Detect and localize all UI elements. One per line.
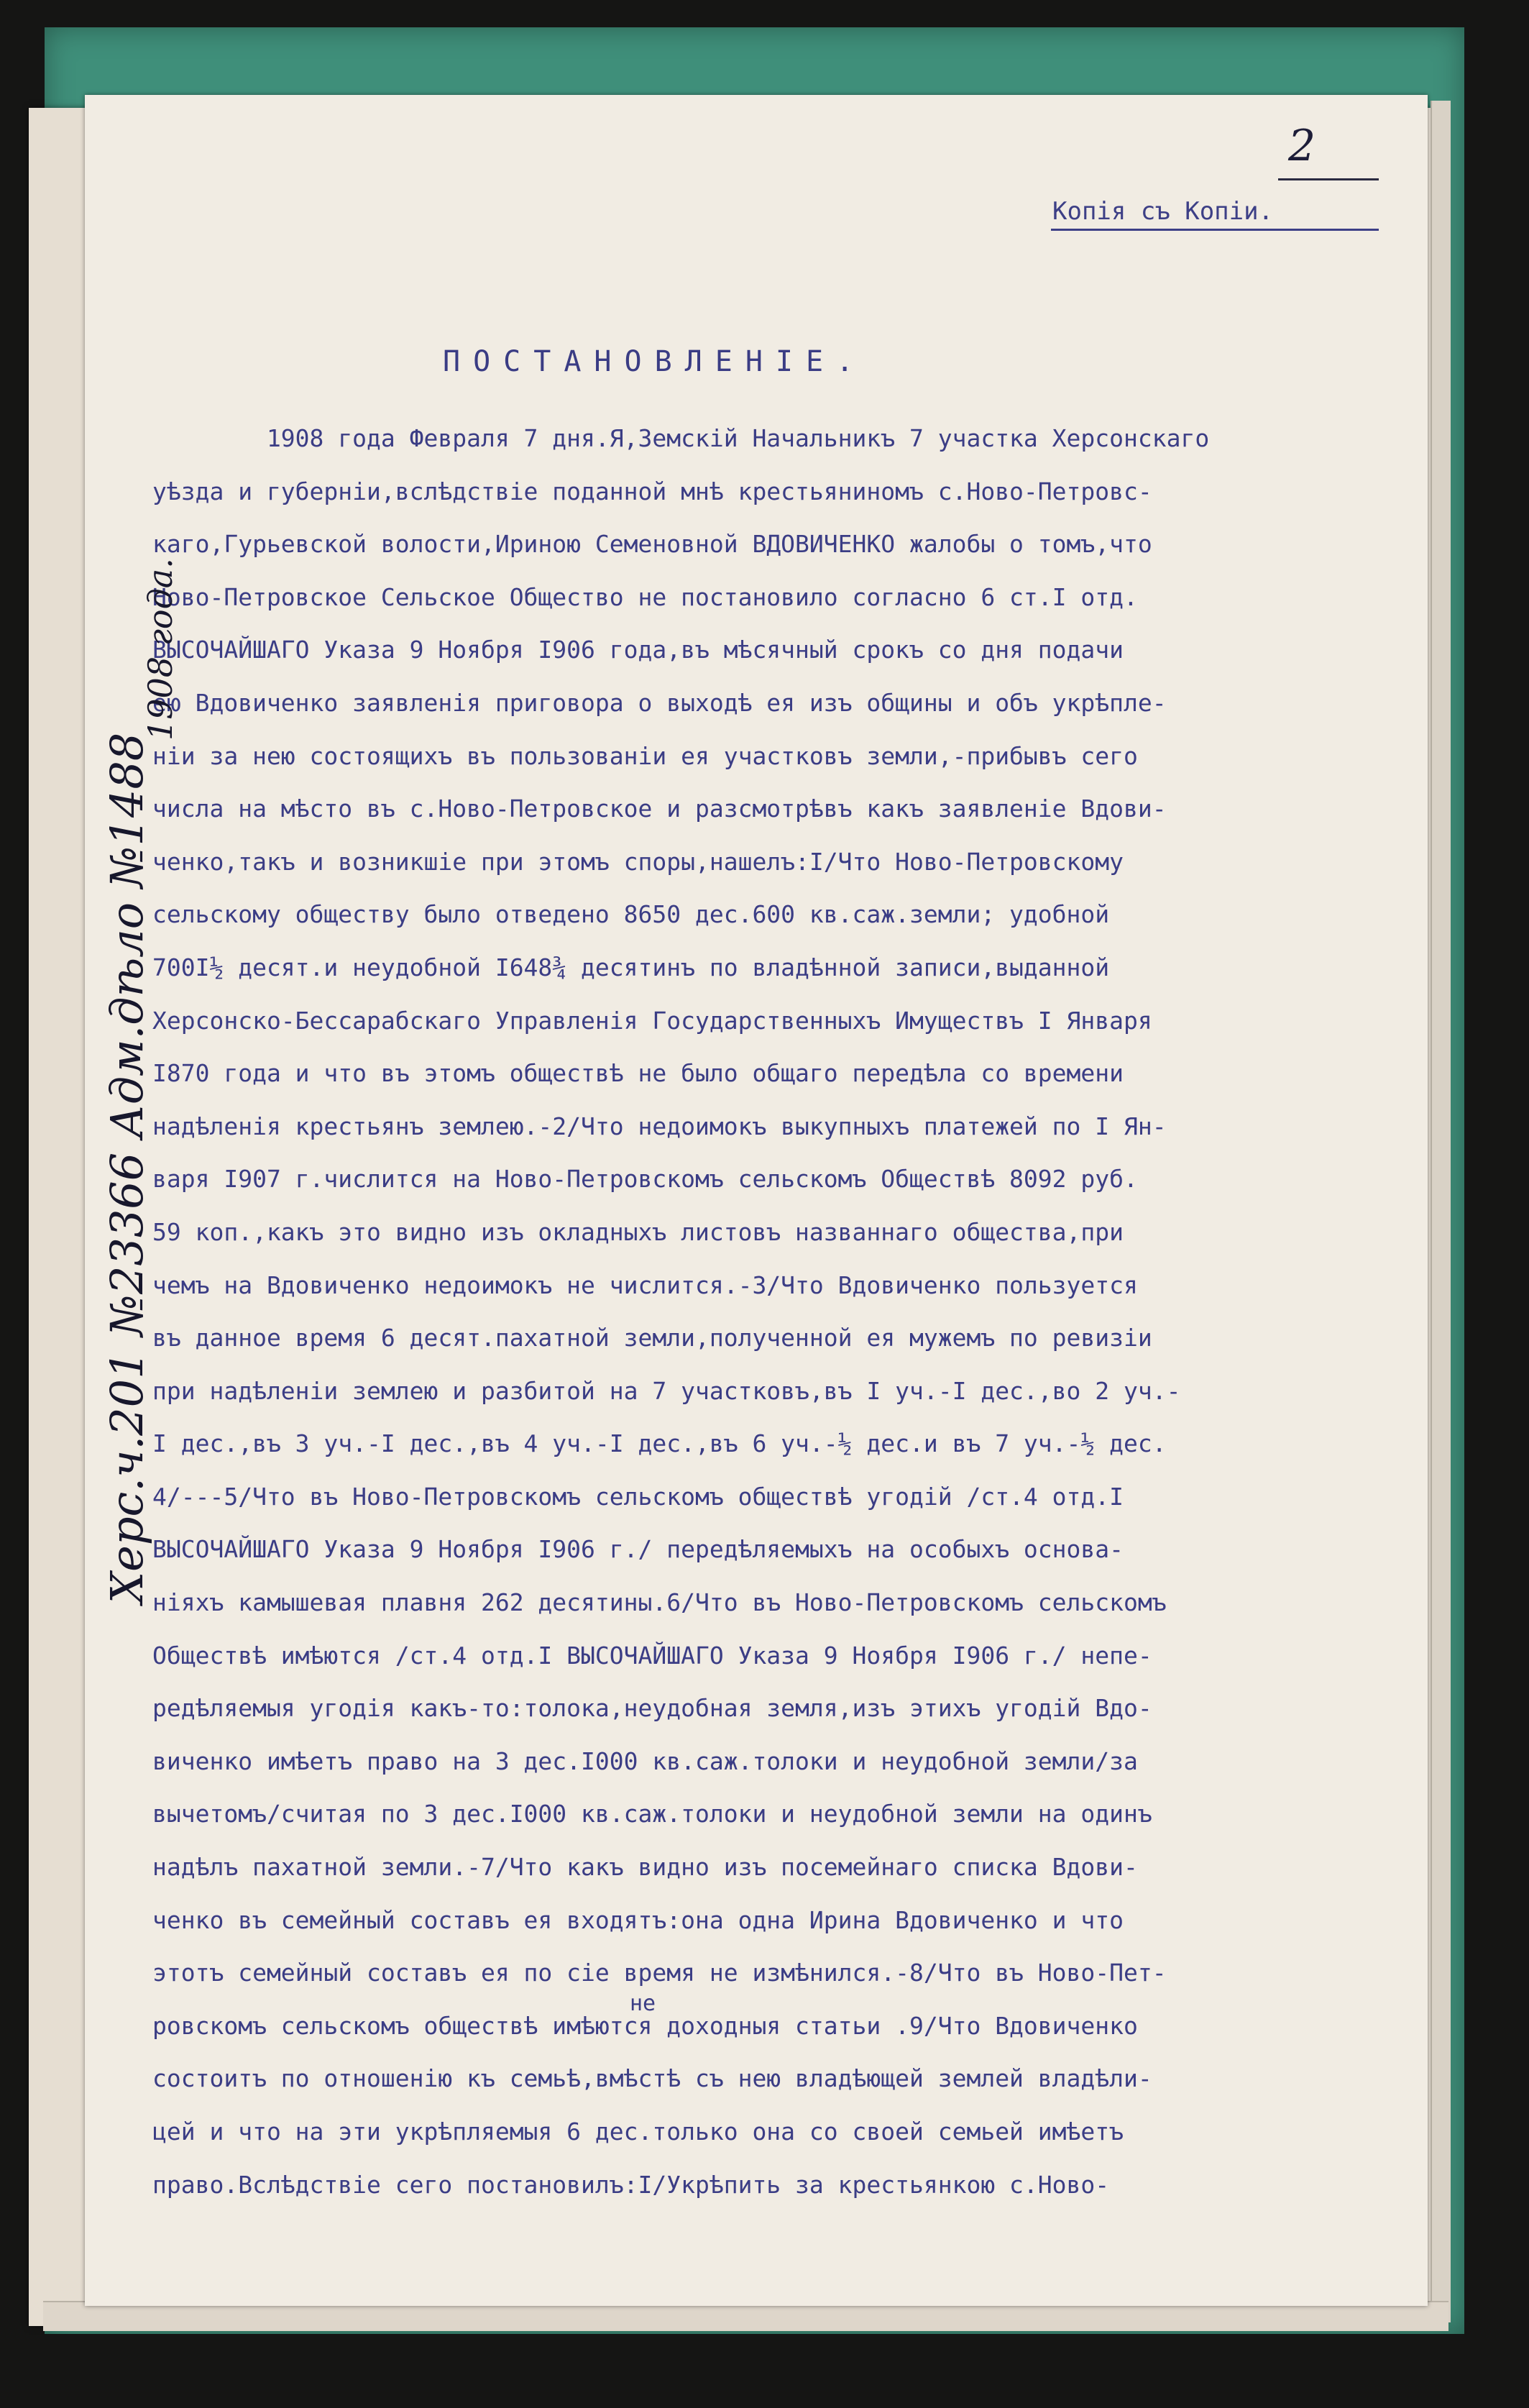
- body-line: Херсонско-Бессарабскаго Управленія Государственныхъ Имуществъ I Января: [152, 1006, 1152, 1035]
- stacked-pages-right-edge: [1431, 101, 1451, 2322]
- body-line: въ данное время 6 десят.пахатной земли,полученной ея мужемъ по ревизіи: [152, 1324, 1152, 1352]
- body-line: надѣленія крестьянъ землею.-2/Что недоимокъ выкупныхъ платежей по I Ян-: [152, 1112, 1167, 1140]
- body-line: ею Вдовиченко заявленія приговора о выходѣ ея изъ общины и объ укрѣпле-: [152, 688, 1167, 717]
- body-line: этотъ семейный составъ ея по сіе время не измѣнился.-8/Что въ Ново-Пет-: [152, 1959, 1167, 1987]
- page-number-rule: [1278, 178, 1379, 180]
- body-line: состоитъ по отношенію къ семьѣ,вмѣстѣ съ нею владѣющей землей владѣли-: [152, 2064, 1152, 2093]
- body-line: вычетомъ/считая по 3 дес.I000 кв.саж.толоки и неудобной земли на одинъ: [152, 1800, 1152, 1828]
- body-line: цей и что на эти укрѣпляемыя 6 дес.только она со своей семьей имѣетъ: [152, 2118, 1124, 2146]
- body-line: варя I907 г.числится на Ново-Петровскомъ сельскомъ Обществѣ 8092 руб.: [152, 1165, 1138, 1194]
- body-line: каго,Гурьевской волости,Ириною Семеновной ВДОВИЧЕНКО жалобы о томъ,что: [152, 530, 1152, 559]
- body-line: ченко въ семейный составъ ея входятъ:она одна Ирина Вдовиченко и что: [152, 1905, 1124, 1934]
- body-line: ніи за нею состоящихъ въ пользованіи ея участковъ земли,-прибывъ сего: [152, 741, 1138, 770]
- typed-insertion: не: [630, 1991, 656, 2016]
- body-line: 700I½ десят.и неудобной I648¾ десятинъ по владѣнной записи,выданной: [152, 953, 1110, 981]
- body-line: уѣзда и губерніи,вслѣдствіе поданной мнѣ крестьяниномъ с.Ново-Петровс-: [152, 477, 1152, 505]
- body-line: 4/---5/Что въ Ново-Петровскомъ сельскомъ обществѣ угодій /ст.4 отд.I: [152, 1482, 1124, 1511]
- body-line: числа на мѣсто въ с.Ново-Петровское и разсмотрѣвъ какъ заявленіе Вдови-: [152, 795, 1167, 823]
- document-title: ПОСТАНОВЛЕНІЕ.: [443, 345, 867, 378]
- copy-label: Копія съ Копіи.: [1052, 197, 1274, 226]
- body-line: ніяхъ камышевая плавня 262 десятины.6/Что въ Ново-Петровскомъ сельскомъ: [152, 1588, 1167, 1617]
- body-line: чемъ на Вдовиченко недоимокъ не числится.-3/Что Вдовиченко пользуется: [152, 1271, 1138, 1299]
- body-line: сельскому обществу было отведено 8650 дес.600 кв.саж.земли; удобной: [152, 900, 1110, 929]
- body-line: 59 коп.,какъ это видно изъ окладныхъ листовъ названнаго общества,при: [152, 1217, 1124, 1246]
- handwritten-page-number: 2: [1288, 121, 1316, 171]
- body-line: ченко,такъ и возникшіе при этомъ споры,нашелъ:I/Что Ново-Петровскому: [152, 847, 1124, 876]
- body-line: право.Вслѣдствіе сего постановилъ:I/Укрѣпить за крестьянкою с.Ново-: [152, 2170, 1110, 2199]
- body-line: при надѣленіи землею и разбитой на 7 участковъ,въ I уч.-I дес.,во 2 уч.-: [152, 1376, 1181, 1405]
- body-line: ровскомъ сельскомъ обществѣ имѣются доходныя статьи .9/Что Вдовиченко: [152, 2011, 1138, 2040]
- body-line: ВЫСОЧАЙШАГО Указа 9 Ноября I906 г./ передѣляемыхъ на особыхъ основа-: [152, 1535, 1124, 1564]
- body-line: редѣляемыя угодія какъ-то:толока,неудобная земля,изъ этихъ угодій Вдо-: [152, 1694, 1152, 1723]
- body-line: I дес.,въ 3 уч.-I дес.,въ 4 уч.-I дес.,въ 6 уч.-½ дес.и въ 7 уч.-½ дес.: [152, 1429, 1167, 1458]
- body-line: 1908 года Февраля 7 дня.Я,Земскій Начальникъ 7 участка Херсонскаго: [152, 424, 1210, 452]
- copy-label-underline: [1051, 229, 1379, 231]
- body-line: I870 года и что въ этомъ обществѣ не было общаго передѣла со времени: [152, 1059, 1124, 1088]
- handwritten-margin-note: Херс.ч.201 №23366 Адм.дѣло №1488: [101, 732, 153, 1603]
- body-line: ВЫСОЧАЙШАГО Указа 9 Ноября I906 года,въ мѣсячный срокъ со дня подачи: [152, 636, 1124, 664]
- typewritten-body: [152, 423, 1432, 2222]
- handwritten-margin-year: 1908 года.: [141, 558, 180, 741]
- body-line: Ново-Петровское Сельское Общество не постановило согласно 6 ст.I отд.: [152, 582, 1138, 611]
- body-line: виченко имѣетъ право на 3 дес.I000 кв.саж.толоки и неудобной земли/за: [152, 1747, 1138, 1775]
- body-line: Обществѣ имѣются /ст.4 отд.I ВЫСОЧАЙШАГО Указа 9 Ноября I906 г./ непе-: [152, 1641, 1152, 1670]
- body-line: надѣлъ пахатной земли.-7/Что какъ видно изъ посемейнаго списка Вдови-: [152, 1853, 1138, 1882]
